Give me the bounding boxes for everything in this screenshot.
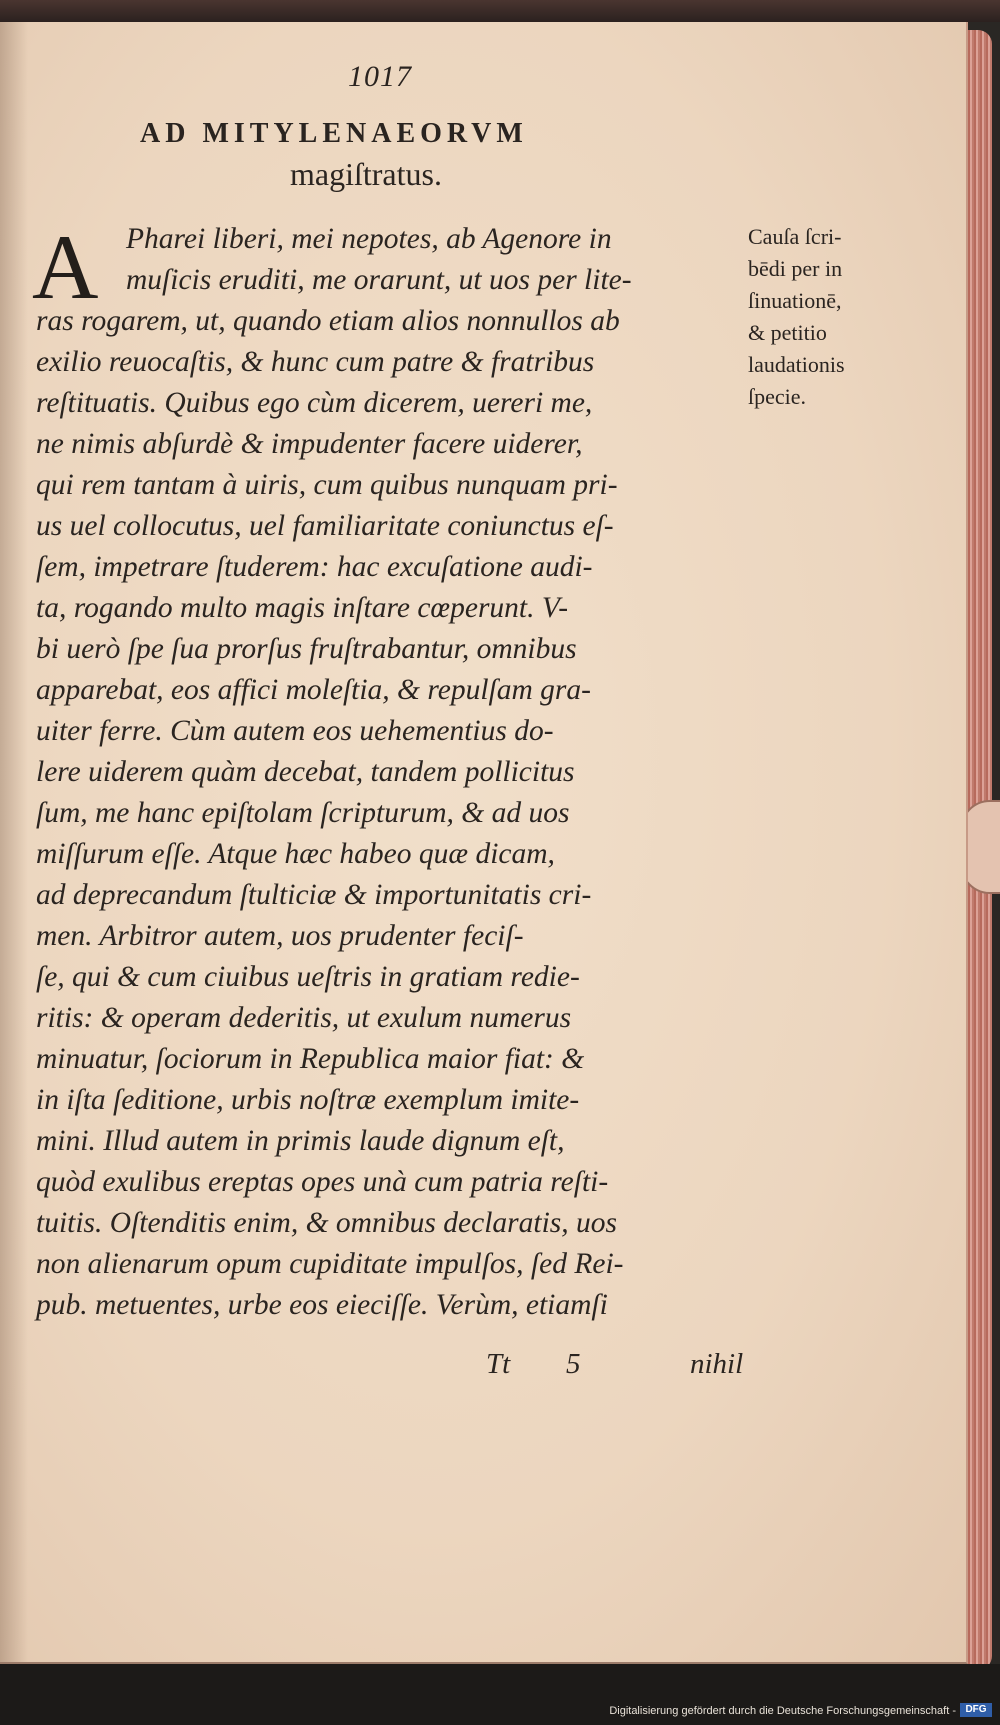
body-line: qui rem tantam à uiris, cum quibus nunquam pri- [36,469,618,501]
footer-credit: Digitalisierung gefördert durch die Deutsche Forschungsgemeinschaft - [609,1705,956,1717]
gutter-shadow [0,22,28,1662]
body-line: bi uerò ſpe ſua prorſus fruſtrabantur, omnibus [36,633,577,665]
body-line: Pharei liberi, mei nepotes, ab Agenore in [126,223,612,255]
body-line: non alienarum opum cupiditate impulſos, ſed Rei- [36,1248,624,1280]
body-line: reſtituatis. Quibus ego cùm dicerem, uereri me, [36,387,593,419]
body-line: ritis: & operam dederitis, ut exulum numerus [36,1002,572,1034]
body-line: mini. Illud autem in primis laude dignum eſt, [36,1125,565,1157]
body-line: uiter ferre. Cùm autem eos uehementius do- [36,715,554,747]
book-top-edge [0,0,1000,22]
body-line: ſum, me hanc epiſtolam ſcripturum, & ad uos [36,797,570,829]
margin-note-line: & petitio [748,320,827,345]
dfg-logo: DFG [960,1703,992,1717]
body-line: ſe, qui & cum ciuibus ueſtris in gratiam redie- [36,961,580,993]
signature-number: 5 [566,1348,581,1380]
body-line: tuitis. Oſtenditis enim, & omnibus declaratis, uos [36,1207,617,1239]
margin-note-line: ſpecie. [748,384,807,409]
body-line: miſſurum eſſe. Atque hæc habeo quæ dicam, [36,838,555,870]
body-line: ad deprecandum ſtulticiæ & importunitatis cri- [36,879,592,911]
body-line: exilio reuocaſtis, & hunc cum patre & fratribus [36,346,595,378]
body-line: ſem, impetrare ſtuderem: hac excuſatione audi- [36,551,593,583]
body-line: ras rogarem, ut, quando etiam alios nonnullos ab [36,305,620,337]
body-line: men. Arbitror autem, uos prudenter feciſ- [36,920,524,952]
body-line: muſicis eruditi, me orarunt, ut uos per lite- [126,264,632,296]
page-heading: AD MITYLENAEORVM [140,118,528,149]
margin-note-line: laudationis [748,352,845,377]
page-number: 1017 [348,60,412,93]
page-subheading: magiſtratus. [290,156,442,192]
margin-note-line: bēdi per in [748,256,843,281]
signature-mark: Tt [486,1348,511,1380]
body-line: ta, rogando multo magis inſtare cœperunt. V- [36,592,569,624]
body-line: minuatur, ſociorum in Republica maior fiat: & [36,1043,585,1075]
catchword: nihil [690,1348,744,1380]
body-line: us uel collocutus, uel familiaritate coniunctus eſ- [36,510,614,542]
body-line: lere uiderem quàm decebat, tandem pollicitus [36,756,575,788]
drop-cap: A [32,216,99,318]
body-line: in iſta ſeditione, urbis noſtræ exemplum imite- [36,1084,580,1116]
body-line: quòd exulibus ereptas opes unà cum patria reſti- [36,1166,609,1198]
body-line: pub. metuentes, urbe eos eieciſſe. Verùm, etiamſi [36,1289,608,1321]
body-line: apparebat, eos affici moleſtia, & repulſam gra- [36,674,591,706]
margin-note-line: ſinuationē, [748,288,842,313]
margin-note-line: Cauſa ſcri- [748,224,842,249]
body-line: ne nimis abſurdè & impudenter facere uiderer, [36,428,583,460]
